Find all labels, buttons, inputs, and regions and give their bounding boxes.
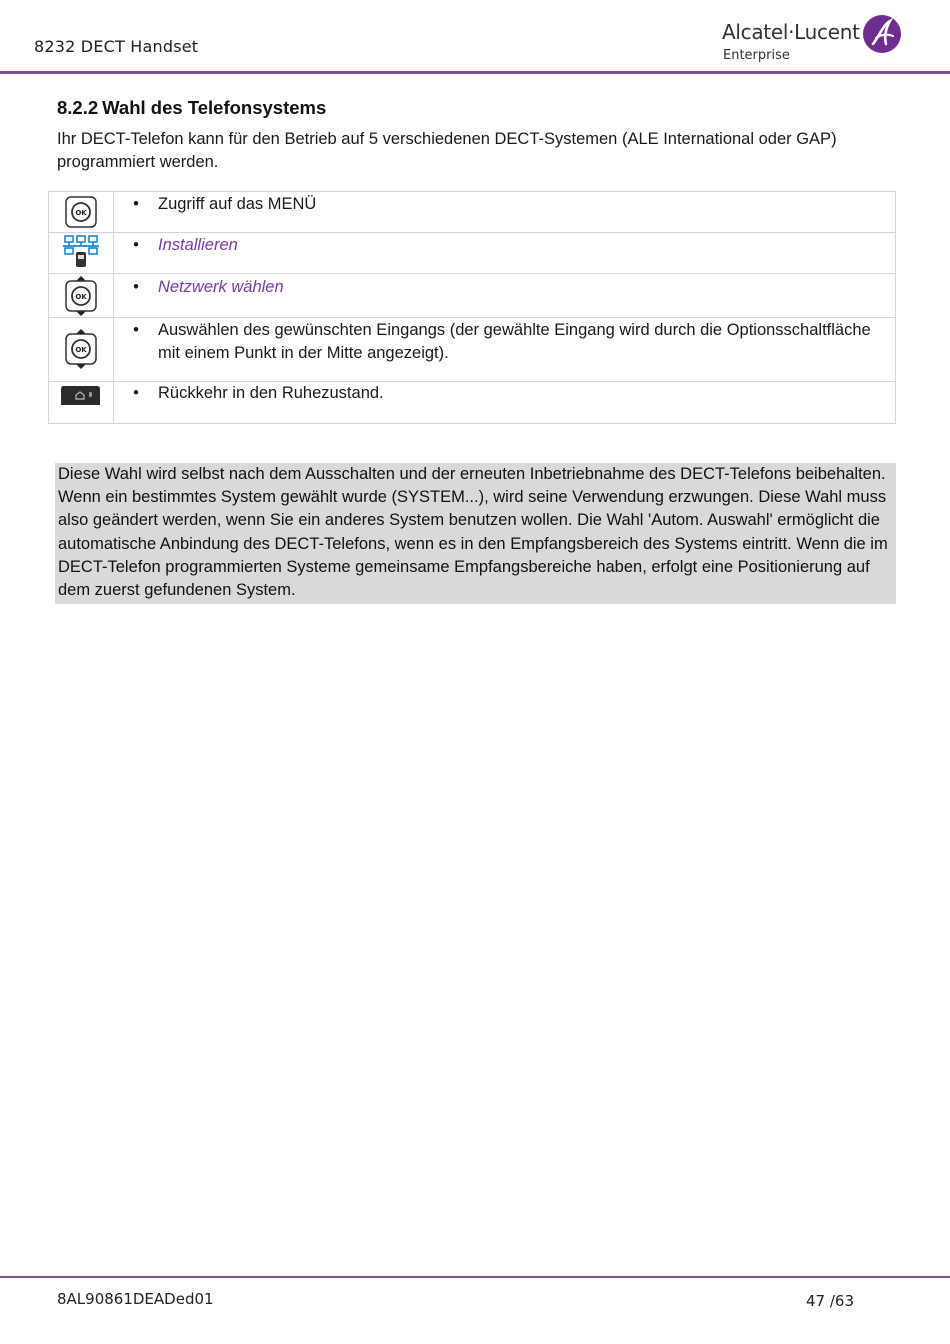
footer-page-number: 47 /63 [806, 1292, 854, 1310]
svg-text:OK: OK [75, 209, 87, 217]
table-row [49, 192, 896, 233]
logo-sub-text: Enterprise [723, 48, 790, 63]
section-number: 8.2.2 [57, 97, 99, 118]
network-setup-icon [49, 233, 113, 269]
step-cell [114, 318, 896, 382]
bullet: • [133, 278, 139, 296]
alcatel-lucent-logo-icon [862, 14, 902, 54]
svg-text:OK: OK [75, 346, 87, 354]
icon-cell [49, 382, 114, 424]
svg-text:OK: OK [75, 293, 87, 301]
step-text: Zugriff auf das MENÜ [158, 195, 317, 213]
bullet: • [133, 195, 139, 213]
step-text: Rückkehr in den Ruhezustand. [158, 384, 384, 402]
footer-divider [0, 1276, 950, 1278]
icon-cell [49, 318, 114, 382]
steps-table [48, 191, 896, 424]
table-row [49, 274, 896, 318]
header-title: 8232 DECT Handset [34, 37, 199, 56]
ok-key-icon [49, 192, 113, 228]
header-divider [0, 71, 950, 74]
footer-doc-id: 8AL90861DEADed01 [57, 1290, 214, 1308]
brand-logo [722, 14, 912, 66]
ok-navigator-icon [49, 318, 113, 370]
bullet: • [133, 236, 139, 254]
step-text: Auswählen des gewünschten Eingangs (der gewählte Eingang wird durch die Optionsschaltfläche mit einem Punkt in der Mitte angezeigt). [158, 321, 871, 362]
bullet: • [133, 321, 139, 339]
icon-cell [49, 274, 114, 318]
bullet: • [133, 384, 139, 402]
section-title: Wahl des Telefonsystems [102, 97, 327, 118]
note-box: Diese Wahl wird selbst nach dem Ausschalten und der erneuten Inbetriebnahme des DECT-Telefons beibehalten. Wenn ein bestimmtes System gewählt wurde (SYSTEM...), wird seine Verwendung erzwungen. Diese Wahl muss also geändert werden, wenn Sie ein anderes System benutzen wollen. Die Wahl 'Autom. Auswahl' ermöglicht die automatische Anbindung des DECT-Telefons, wenn es in den Empfangsbereich des Systems eintritt. Wenn die im DECT-Telefon programmierten Systeme gemeinsame Empfangsbereiche haben, erfolgt eine Positionierung auf dem zuerst gefundenen System. [55, 463, 896, 604]
table-row [49, 318, 896, 382]
menu-link-netzwerk-waehlen[interactable]: Netzwerk wählen [158, 278, 284, 296]
section-heading [57, 97, 326, 119]
step-cell [114, 382, 896, 424]
menu-link-installieren[interactable]: Installieren [158, 236, 238, 254]
ok-navigator-icon [49, 274, 113, 317]
step-cell [114, 192, 896, 233]
table-row [49, 382, 896, 424]
icon-cell [49, 233, 114, 274]
icon-cell [49, 192, 114, 233]
logo-brand-text: Alcatel·Lucent [722, 20, 860, 44]
step-cell [114, 274, 896, 318]
table-row [49, 233, 896, 274]
intro-paragraph: Ihr DECT-Telefon kann für den Betrieb auf 5 verschiedenen DECT-Systemen (ALE International oder GAP) programmiert werden. [57, 130, 837, 171]
home-hangup-key-icon [49, 382, 113, 408]
step-cell [114, 233, 896, 274]
